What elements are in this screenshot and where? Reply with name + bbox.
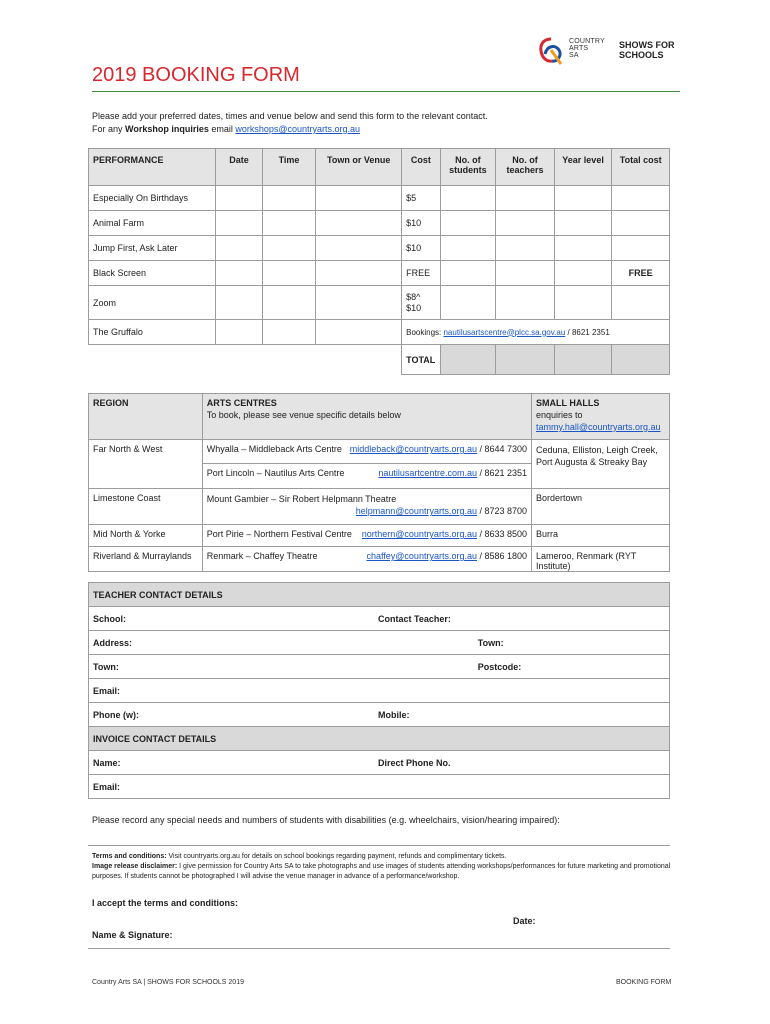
table-row — [89, 440, 670, 464]
performance-name: The Gruffalo — [89, 320, 216, 345]
students-cell[interactable] — [440, 211, 496, 236]
header-year-level: Year level — [554, 149, 612, 186]
town-field[interactable]: Town: — [89, 655, 474, 679]
region-header-row — [89, 394, 670, 440]
title-rule — [92, 91, 680, 92]
mobile-field[interactable]: Mobile: — [374, 703, 670, 727]
small-halls: Lameroo, Renmark (RYT Institute) — [532, 547, 670, 572]
intro-text: Please add your preferred dates, times and venue below and send this form to the relevant contact. For any Workshop inquiries email workshops@countryarts.org.au — [92, 111, 488, 134]
region-name: Mid North & Yorke — [89, 525, 203, 547]
teacher-section-header: TEACHER CONTACT DETAILS — [89, 583, 670, 607]
total-cost[interactable] — [612, 345, 670, 375]
bookings-contact: Bookings: nautilusartscentre@plcc.sa.gov.au / 8621 2351 — [402, 320, 670, 345]
special-needs-label: Please record any special needs and numbers of students with disabilities (e.g. wheelchairs, vision/hearing impaired): — [92, 815, 560, 825]
total-cost-cell: FREE — [612, 261, 670, 286]
terms-text: Terms and conditions: Visit countryarts.org.au for details on school bookings regarding payment, refunds and complimentary tickets. Image release disclaimer: I give permission for Country Arts SA to take photographs and use images of students attending workshops/performances for future marketing and promotional purposes. If students cannot be photographed I will advise the venue manager in advance of a performance/workshop. — [92, 853, 671, 880]
total-students[interactable] — [440, 345, 496, 375]
header-total-cost: Total cost — [612, 149, 670, 186]
year-level-cell[interactable] — [554, 261, 612, 286]
postcode-field[interactable]: Postcode: — [474, 655, 670, 679]
country-arts-logo-icon — [537, 36, 565, 66]
venue-cell[interactable] — [316, 261, 402, 286]
teachers-cell[interactable] — [496, 211, 555, 236]
header-time: Time — [262, 149, 316, 186]
cost-cell: FREE — [402, 261, 441, 286]
total-cost-cell[interactable] — [612, 286, 670, 320]
header-cost: Cost — [402, 149, 441, 186]
arts-centre: Port Pirie – Northern Festival Centre northern@countryarts.org.au / 8633 8500 — [202, 525, 531, 547]
divider — [88, 948, 670, 949]
centre-email-link[interactable]: helpmann@countryarts.org.au — [355, 506, 477, 516]
performance-name: Animal Farm — [89, 211, 216, 236]
time-cell[interactable] — [262, 211, 316, 236]
header-performance: PERFORMANCE — [89, 149, 216, 186]
cost-cell: $8^ $10 — [402, 286, 441, 320]
header-small-halls: SMALL HALLS enquiries to tammy.hall@countryarts.org.au — [532, 394, 670, 440]
students-cell[interactable] — [440, 186, 496, 211]
direct-phone-field[interactable]: Direct Phone No. — [374, 751, 670, 775]
table-row — [89, 489, 670, 525]
time-cell[interactable] — [262, 320, 316, 345]
small-halls: Ceduna, Elliston, Leigh Creek, Port Augusta & Streaky Bay — [532, 440, 670, 489]
logo — [537, 36, 677, 66]
arts-centre: Renmark – Chaffey Theatre chaffey@countryarts.org.au / 8586 1800 — [202, 547, 531, 572]
performance-table — [88, 148, 670, 375]
table-row — [89, 525, 670, 547]
bookings-email-link[interactable]: nautilusartscentre@plcc.sa.gov.au — [443, 327, 566, 337]
venue-cell[interactable] — [316, 186, 402, 211]
header-arts-centres: ARTS CENTRES To book, please see venue specific details below — [202, 394, 531, 440]
contact-details-table — [88, 582, 670, 799]
total-year[interactable] — [554, 345, 612, 375]
total-cost-cell[interactable] — [612, 236, 670, 261]
region-name: Limestone Coast — [89, 489, 203, 525]
centre-email-link[interactable]: chaffey@countryarts.org.au — [366, 551, 477, 561]
time-cell[interactable] — [262, 261, 316, 286]
footer-left: Country Arts SA | SHOWS FOR SCHOOLS 2019 — [92, 979, 244, 986]
venue-cell[interactable] — [316, 286, 402, 320]
region-table — [88, 393, 670, 572]
performance-name: Jump First, Ask Later — [89, 236, 216, 261]
table-row — [89, 547, 670, 572]
small-halls: Burra — [532, 525, 670, 547]
cost-cell: $10 — [402, 236, 441, 261]
year-level-cell[interactable] — [554, 211, 612, 236]
total-row — [89, 345, 670, 375]
centre-email-link[interactable]: middleback@countryarts.org.au — [349, 444, 477, 454]
total-teachers[interactable] — [496, 345, 555, 375]
header-students: No. of students — [440, 149, 496, 186]
year-level-cell[interactable] — [554, 186, 612, 211]
table-row — [89, 211, 670, 236]
arts-centre: Mount Gambier – Sir Robert Helpmann Theatre helpmann@countryarts.org.au / 8723 8700 — [202, 489, 531, 525]
teachers-cell[interactable] — [496, 186, 555, 211]
header-teachers: No. of teachers — [496, 149, 555, 186]
address-field[interactable]: Address: — [89, 631, 474, 655]
teacher-email-field[interactable]: Email: — [89, 679, 670, 703]
date-cell[interactable] — [216, 320, 262, 345]
centre-email-link[interactable]: northern@countryarts.org.au — [361, 529, 477, 539]
time-cell[interactable] — [262, 236, 316, 261]
venue-cell[interactable] — [316, 320, 402, 345]
header-town-venue: Town or Venue — [316, 149, 402, 186]
invoice-section-header: INVOICE CONTACT DETAILS — [89, 727, 670, 751]
name-signature-field[interactable]: Name & Signature: — [92, 930, 173, 940]
venue-cell[interactable] — [316, 236, 402, 261]
students-cell[interactable] — [440, 286, 496, 320]
accept-terms-label: I accept the terms and conditions: — [92, 898, 239, 908]
date-cell[interactable] — [216, 261, 262, 286]
date-field[interactable]: Date: — [513, 916, 536, 926]
logo-program-text: SHOWS FOR SCHOOLS — [619, 40, 675, 60]
invoice-name-field[interactable]: Name: — [89, 751, 375, 775]
logo-brand-text: COUNTRY ARTS SA — [569, 38, 605, 59]
table-row — [89, 286, 670, 320]
page-title: 2019 BOOKING FORM — [92, 64, 300, 86]
date-cell[interactable] — [216, 286, 262, 320]
total-cost-cell[interactable] — [612, 211, 670, 236]
cost-cell: $5 — [402, 186, 441, 211]
time-cell[interactable] — [262, 186, 316, 211]
performance-name: Zoom — [89, 286, 216, 320]
table-row — [89, 261, 670, 286]
workshops-email-link[interactable]: workshops@countryarts.org.au — [235, 124, 361, 134]
performance-name: Especially On Birthdays — [89, 186, 216, 211]
divider — [88, 845, 670, 846]
invoice-email-field[interactable]: Email: — [89, 775, 670, 799]
total-cost-cell[interactable] — [612, 186, 670, 211]
small-halls: Bordertown — [532, 489, 670, 525]
teachers-cell[interactable] — [496, 286, 555, 320]
table-row — [89, 186, 670, 211]
contact-teacher-field[interactable]: Contact Teacher: — [374, 607, 670, 631]
table-row — [89, 236, 670, 261]
footer-right: BOOKING FORM — [616, 979, 672, 986]
total-label: TOTAL — [402, 345, 441, 375]
time-cell[interactable] — [262, 286, 316, 320]
year-level-cell[interactable] — [554, 286, 612, 320]
header-region: REGION — [89, 394, 203, 440]
teachers-cell[interactable] — [496, 261, 555, 286]
date-cell[interactable] — [216, 211, 262, 236]
arts-centre: Port Lincoln – Nautilus Arts Centre nautilusartcentre.com.au / 8621 2351 — [202, 464, 531, 489]
table-row — [89, 320, 670, 345]
performance-header-row — [89, 149, 670, 186]
year-level-cell[interactable] — [554, 236, 612, 261]
school-field[interactable]: School: — [89, 607, 375, 631]
students-cell[interactable] — [440, 236, 496, 261]
centre-email-link[interactable]: nautilusartcentre.com.au — [378, 468, 477, 478]
phone-field[interactable]: Phone (w): — [89, 703, 375, 727]
performance-name: Black Screen — [89, 261, 216, 286]
region-name: Riverland & Murraylands — [89, 547, 203, 572]
students-cell[interactable] — [440, 261, 496, 286]
arts-centre: Whyalla – Middleback Arts Centre middleback@countryarts.org.au / 8644 7300 — [202, 440, 531, 464]
venue-cell[interactable] — [316, 211, 402, 236]
header-date: Date — [216, 149, 262, 186]
cost-cell: $10 — [402, 211, 441, 236]
teachers-cell[interactable] — [496, 236, 555, 261]
halls-email-link[interactable]: tammy.hall@countryarts.org.au — [536, 422, 661, 432]
total-spacer — [89, 345, 402, 375]
region-name: Far North & West — [89, 440, 203, 489]
town-field-right[interactable]: Town: — [474, 631, 670, 655]
date-cell[interactable] — [216, 236, 262, 261]
date-cell[interactable] — [216, 186, 262, 211]
